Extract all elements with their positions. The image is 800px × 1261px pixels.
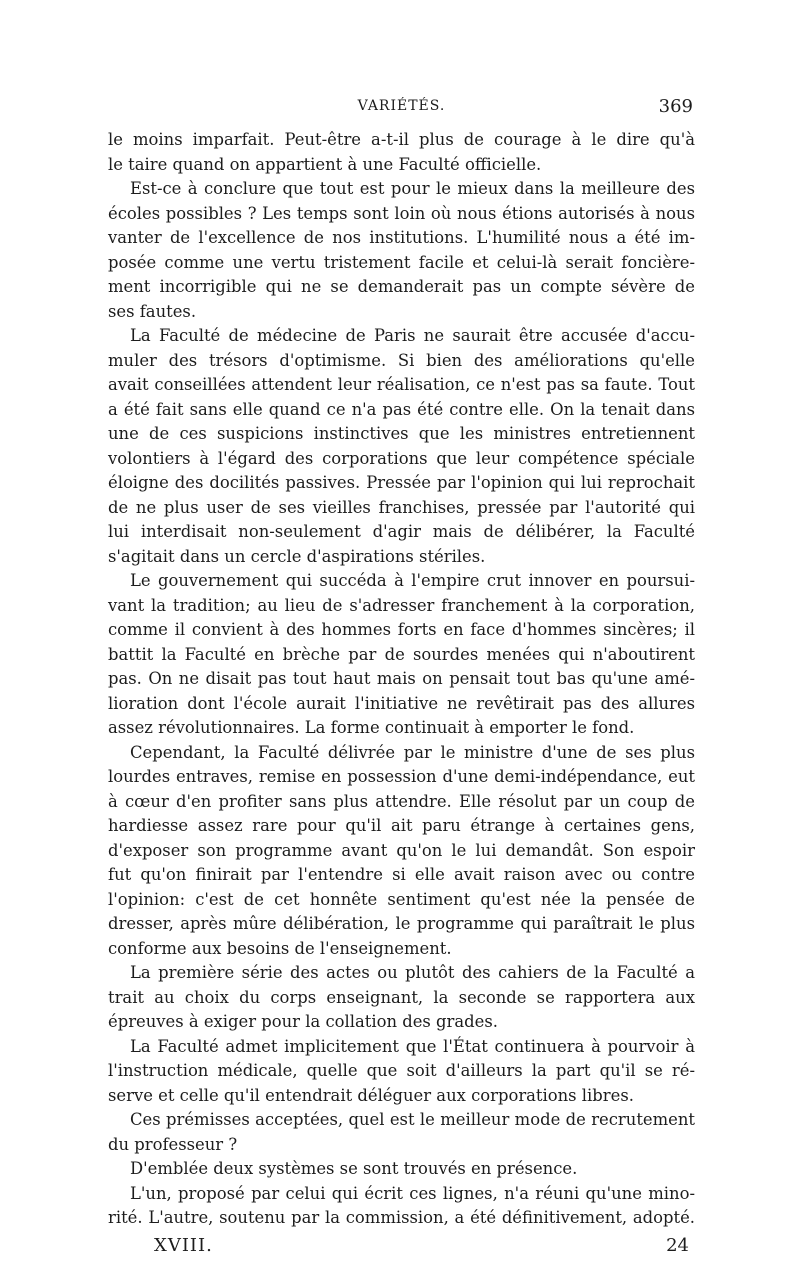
text-line: épreuves à exiger pour la collation des grades. — [108, 1012, 498, 1031]
text-line: rité. L'autre, soutenu par la commission, a été définitivement, adopté. — [108, 1208, 695, 1227]
text-line: Est-ce à conclure que tout est pour le mieux dans la meilleure des — [130, 179, 695, 198]
text-line: ses fautes. — [108, 301, 197, 321]
running-title: VARIÉTÉS. — [357, 98, 446, 114]
text-line: conforme aux besoins de l'enseignement. — [108, 938, 452, 958]
text-line: ment incorrigible qui ne se demanderait pas un compte sévère de — [108, 277, 695, 296]
text-line: écoles possibles ? Les temps sont loin où nous étions autorisés à nous — [108, 203, 695, 223]
text-line: Le gouvernement qui succéda à l'empire crut innover en poursui- — [130, 571, 695, 590]
text-line: dresser, après mûre délibération, le programme qui paraîtrait le plus — [108, 914, 695, 933]
text-line: hardiesse assez rare pour qu'il ait paru étrange à certaines gens, — [108, 816, 695, 835]
text-line: vant la tradition; au lieu de s'adresser franchement à la corporation, — [108, 595, 695, 615]
text-line: muler des trésors d'optimisme. Si bien des améliorations qu'elle — [108, 350, 695, 370]
document-page — [108, 96, 695, 1261]
sheet-number: 24 — [666, 1234, 689, 1256]
text-line: avait conseillées attendent leur réalisation, ce n'est pas sa faute. Tout — [108, 375, 695, 394]
text-line: éloigne des docilités passives. Pressée par l'opinion qui lui reprochait — [108, 473, 695, 492]
text-line: posée comme une vertu tristement facile et celui-là serait foncière- — [108, 252, 695, 272]
text-line: La première série des actes ou plutôt des cahiers de la Faculté a — [130, 963, 695, 982]
text-line: serve et celle qu'il entendrait déléguer aux corporations libres. — [108, 1085, 634, 1105]
text-line: de ne plus user de ses vieilles franchises, pressée par l'autorité qui — [108, 497, 695, 517]
text-line: une de ces suspicions instinctives que les ministres entretiennent — [108, 424, 695, 443]
text-line: volontiers à l'égard des corporations que leur compétence spéciale — [108, 448, 695, 468]
body-text — [108, 128, 695, 1231]
text-line: l'instruction médicale, quelle que soit d'ailleurs la part qu'il se ré- — [108, 1061, 695, 1080]
text-line: vanter de l'excellence de nos institutions. L'humilité nous a été im- — [108, 228, 695, 247]
text-line: du professeur ? — [108, 1134, 238, 1154]
text-line: battit la Faculté en brèche par de sourdes menées qui n'aboutirent — [108, 644, 695, 664]
text-line: s'agitait dans un cercle d'aspirations stériles. — [108, 546, 486, 566]
text-line: le taire quand on appartient à une Faculté officielle. — [108, 154, 542, 174]
text-line: le moins imparfait. Peut-être a-t-il plus de courage à le dire qu'à — [108, 130, 695, 149]
text-line: trait au choix du corps enseignant, la seconde se rapportera aux — [108, 987, 695, 1007]
signature-mark: XVIII. — [154, 1234, 213, 1256]
text-line: pas. On ne disait pas tout haut mais on pensait tout bas qu'une amé- — [108, 669, 695, 688]
text-line: La Faculté de médecine de Paris ne saurait être accusée d'accu- — [130, 326, 695, 345]
text-line: d'exposer son programme avant qu'on le lui demandât. Son espoir — [108, 840, 695, 860]
page-number: 369 — [658, 96, 693, 117]
text-line: lourdes entraves, remise en possession d'une demi-indépendance, eut — [108, 767, 695, 786]
text-line: lui interdisait non-seulement d'agir mais de délibérer, la Faculté — [108, 522, 695, 541]
text-line: L'un, proposé par celui qui écrit ces lignes, n'a réuni qu'une mino- — [130, 1183, 695, 1203]
text-line: comme il convient à des hommes forts en face d'hommes sincères; il — [108, 620, 695, 639]
page-header — [108, 96, 695, 128]
page-footer — [108, 1233, 695, 1261]
text-line: Ces prémisses acceptées, quel est le meilleur mode de recrutement — [130, 1110, 695, 1129]
text-line: l'opinion: c'est de cet honnête sentiment qu'est née la pensée de — [108, 889, 695, 909]
text-line: La Faculté admet implicitement que l'État continuera à pourvoir à — [130, 1036, 695, 1056]
text-line: lioration dont l'école aurait l'initiative ne revêtirait pas des allures — [108, 693, 695, 713]
text-line: fut qu'on finirait par l'entendre si elle avait raison avec ou contre — [108, 865, 695, 884]
text-line: assez révolutionnaires. La forme continuait à emporter le fond. — [108, 718, 635, 737]
text-line: Cependant, la Faculté délivrée par le ministre d'une de ses plus — [130, 742, 695, 762]
text-line: D'emblée deux systèmes se sont trouvés en présence. — [130, 1159, 578, 1178]
text-line: a été fait sans elle quand ce n'a pas été contre elle. On la tenait dans — [108, 399, 695, 419]
text-line: à cœur d'en profiter sans plus attendre. Elle résolut par un coup de — [108, 791, 695, 811]
